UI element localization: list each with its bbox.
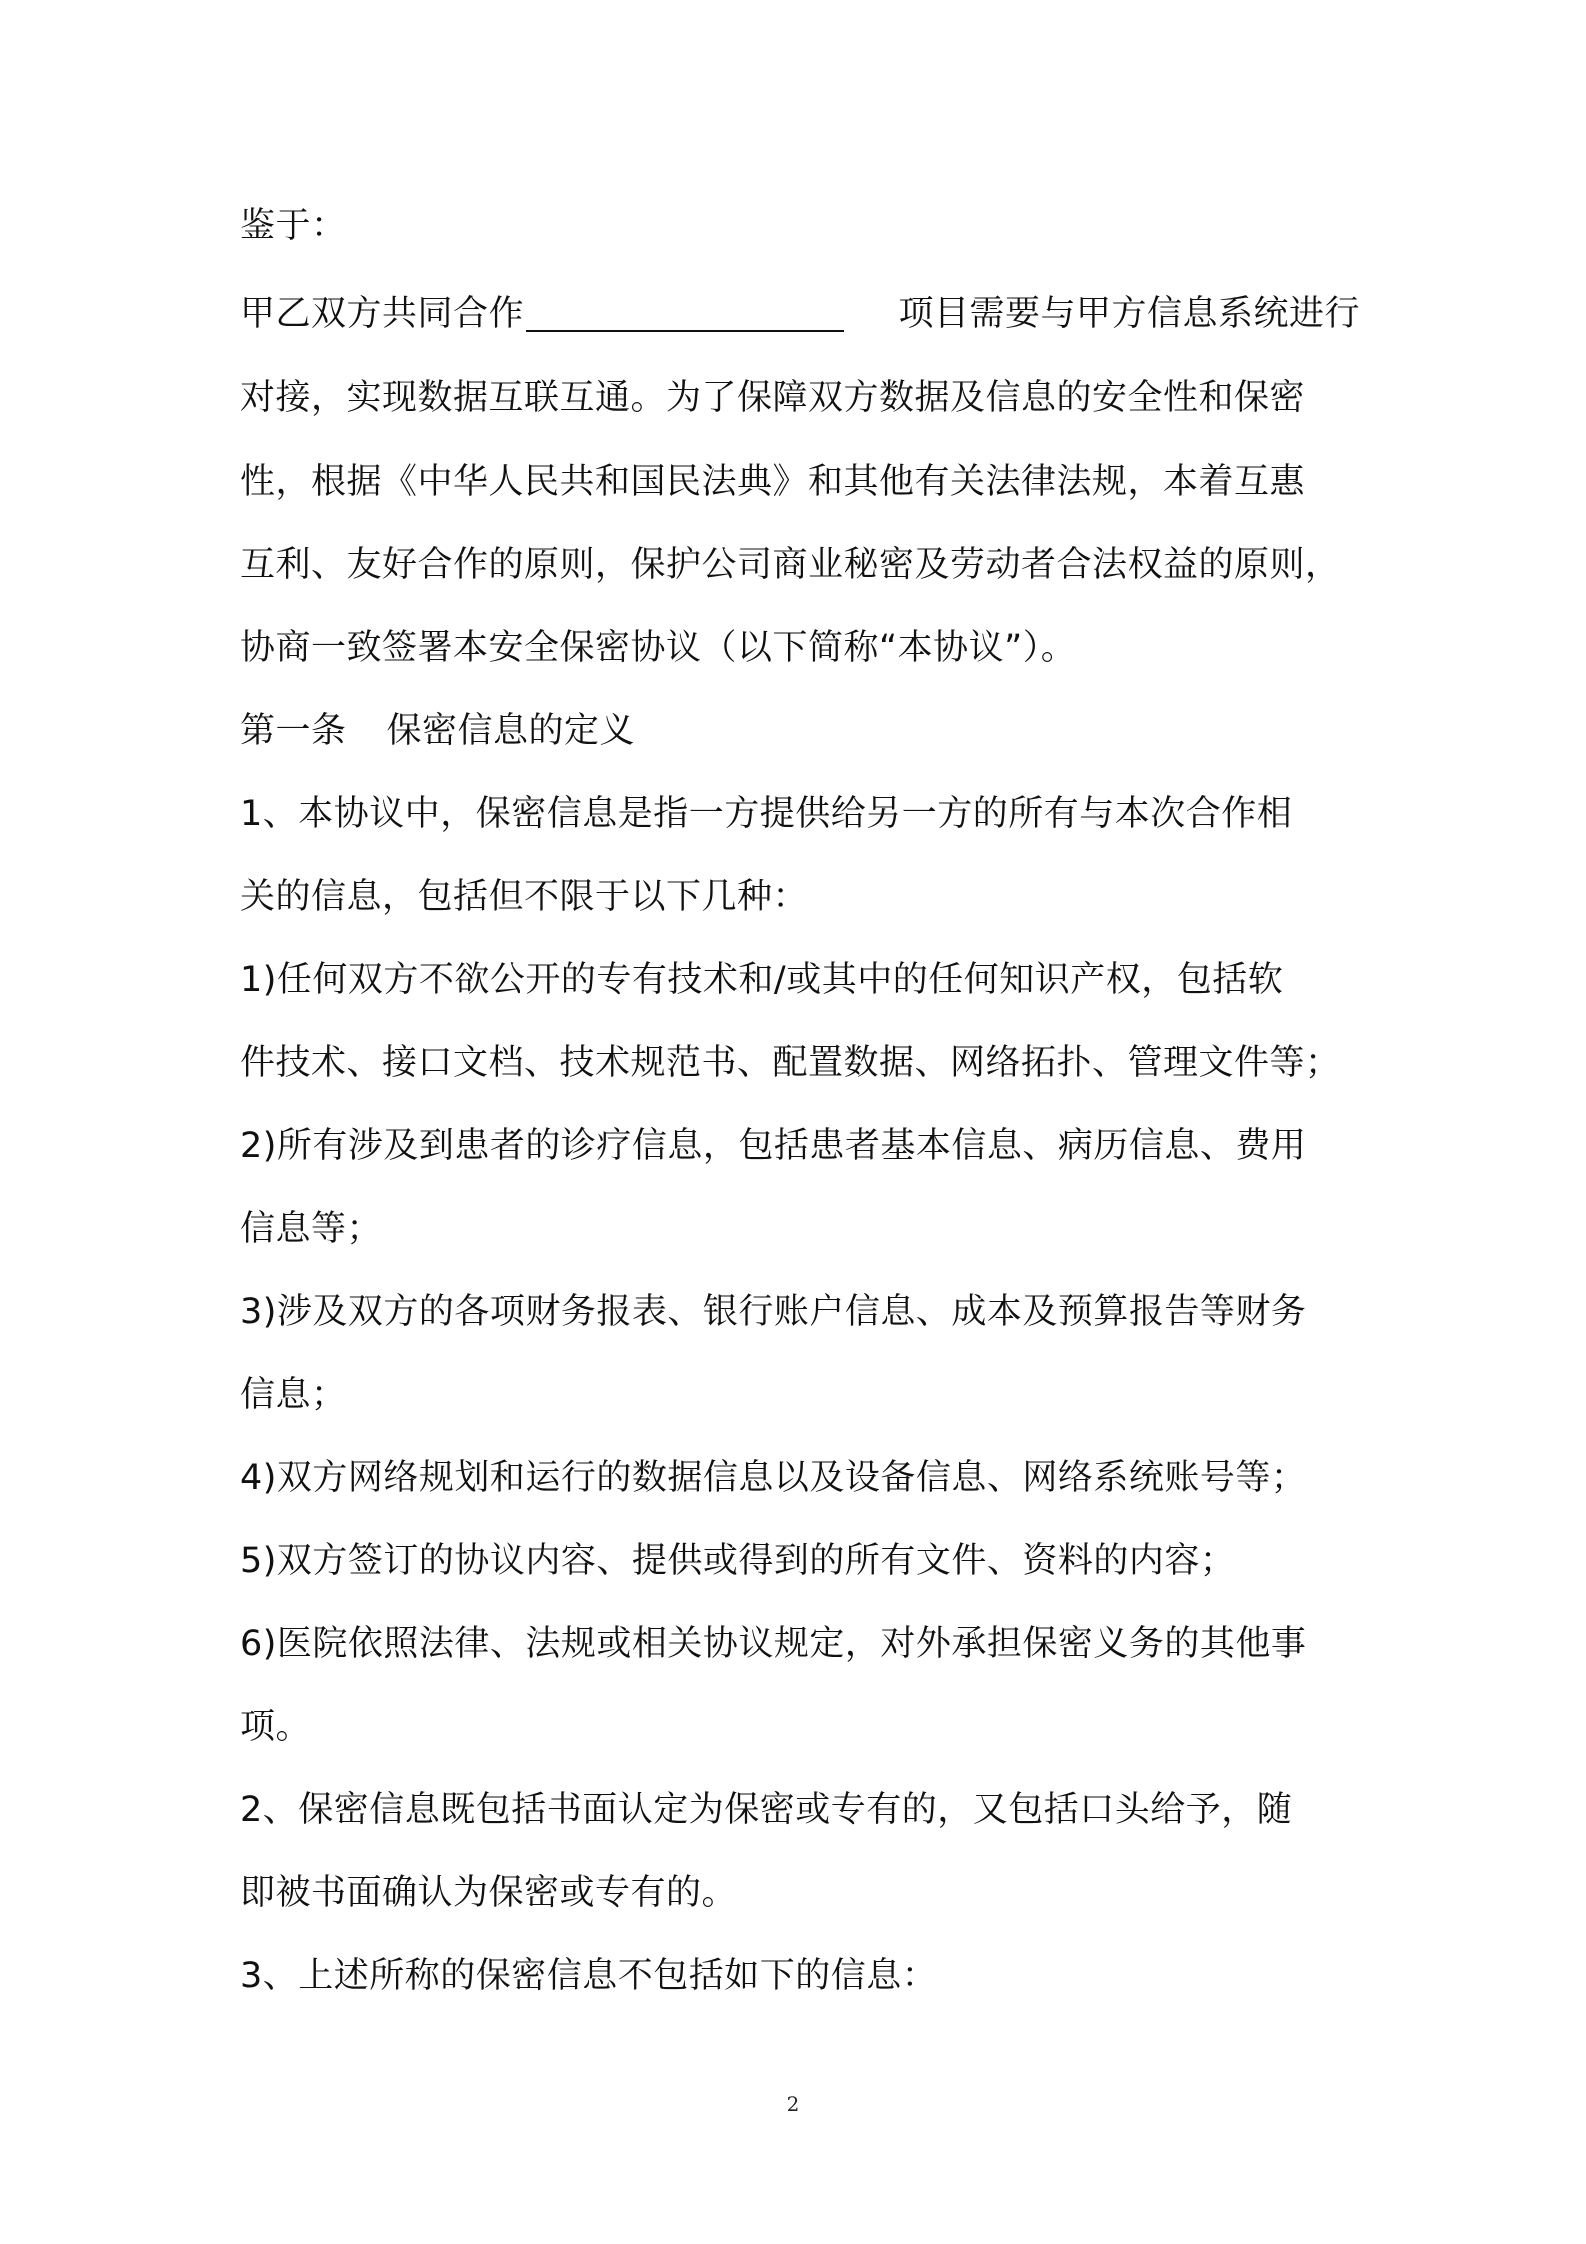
text-line-content: 协商一致签署本安全保密协议（以下简称“本协议”）。	[240, 628, 1077, 668]
text-line-content: 6)医院依照法律、法规或相关协议规定，对外承担保密义务的其他事	[240, 1624, 1307, 1664]
text-line	[240, 286, 1360, 342]
text-line	[240, 1201, 1360, 1257]
text-line-content: 信息；	[240, 1375, 347, 1415]
text-line-content: 件技术、接口文档、技术规范书、配置数据、网络拓扑、管理文件等；	[240, 1043, 1341, 1083]
text-line-content: 关的信息，包括但不限于以下几种：	[240, 877, 809, 917]
text-line	[240, 537, 1360, 593]
text-line	[240, 952, 1360, 1008]
text-line	[240, 1782, 1360, 1838]
text-line-content: 项目需要与甲方信息系统进行	[898, 294, 1360, 334]
article-heading	[240, 703, 1360, 759]
text-line	[240, 198, 1360, 254]
text-line	[240, 1284, 1360, 1340]
text-line-content: 即被书面确认为保密或专有的。	[240, 1873, 738, 1913]
text-line	[240, 1450, 1360, 1506]
text-line-content: 2)所有涉及到患者的诊疗信息，包括患者基本信息、病历信息、费用	[240, 1126, 1307, 1166]
text-line	[240, 1367, 1360, 1423]
project-name-blank	[526, 286, 844, 332]
page-number: 2	[786, 2092, 800, 2116]
text-line-content: 对接，实现数据互联互通。为了保障双方数据及信息的安全性和保密	[240, 378, 1306, 418]
text-line-content: 3、上述所称的保密信息不包括如下的信息：	[240, 1956, 938, 1996]
text-line	[240, 1118, 1360, 1174]
text-line	[240, 1865, 1360, 1921]
text-line-content: 项。	[240, 1707, 312, 1747]
text-line	[240, 786, 1360, 842]
text-line	[240, 1948, 1360, 2004]
text-line-content: 互利、友好合作的原则，保护公司商业秘密及劳动者合法权益的原则，	[240, 545, 1341, 585]
text-line-content: 5)双方签订的协议内容、提供或得到的所有文件、资料的内容；	[240, 1541, 1236, 1581]
text-line-content: 鉴于：	[240, 206, 347, 246]
text-line	[240, 620, 1360, 676]
text-line	[240, 1616, 1360, 1672]
text-line-content: 2、保密信息既包括书面认定为保密或专有的，又包括口头给予，随	[240, 1790, 1293, 1830]
text-line-content: 1、本协议中，保密信息是指一方提供给另一方的所有与本次合作相	[240, 794, 1293, 834]
text-line	[240, 454, 1360, 510]
text-line	[240, 1533, 1360, 1589]
text-line-content: 3)涉及双方的各项财务报表、银行账户信息、成本及预算报告等财务	[240, 1292, 1307, 1332]
text-line	[240, 1699, 1360, 1755]
text-line-content: 性，根据《中华人民共和国民法典》和其他有关法律法规，本着互惠	[240, 462, 1306, 502]
text-line-content: 1)任何双方不欲公开的专有技术和/或其中的任何知识产权，包括软	[240, 960, 1284, 1000]
text-line	[240, 1035, 1360, 1091]
text-line-content: 4)双方网络规划和运行的数据信息以及设备信息、网络系统账号等；	[240, 1458, 1307, 1498]
article-number: 第一条	[240, 711, 347, 751]
text-line	[240, 370, 1360, 426]
article-title: 保密信息的定义	[386, 711, 636, 751]
text-line-content: 信息等；	[240, 1209, 383, 1249]
text-line-content: 甲乙双方共同合作	[240, 286, 850, 342]
text-line	[240, 869, 1360, 925]
